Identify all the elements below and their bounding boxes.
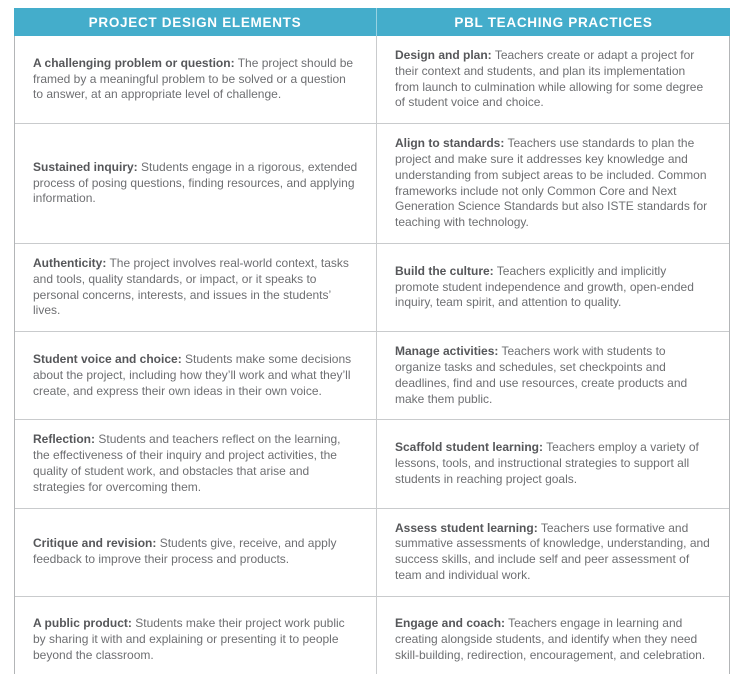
- cell-text: [33, 256, 358, 319]
- term: A public product:: [33, 616, 132, 631]
- term: Manage activities:: [395, 344, 499, 359]
- cell-text: [395, 344, 711, 407]
- term: Engage and coach:: [395, 616, 506, 631]
- table-body: [14, 36, 730, 674]
- term: Align to standards:: [395, 136, 505, 151]
- design-element-cell: [15, 420, 377, 507]
- term: Scaffold student learning:: [395, 440, 544, 455]
- cell-text: [33, 352, 358, 399]
- cell-text: [33, 616, 358, 663]
- table-row: [15, 419, 729, 507]
- table-row: [15, 331, 729, 419]
- header-project-design-elements: [14, 8, 376, 36]
- term: Design and plan:: [395, 48, 492, 62]
- description: Teachers explicitly and implicitly promote student independence and growth, open-ended inquiry, team spirit, and attention to quality.: [395, 263, 694, 310]
- term: A challenging problem or question:: [33, 55, 235, 70]
- description: Teachers create or adapt a project for their context and students, and plan its implementation from launch to culmination while allowing for some degree of student voice and choice.: [395, 48, 704, 110]
- table-row: [15, 596, 729, 674]
- term: Authenticity:: [33, 255, 107, 270]
- term: Assess student learning:: [395, 520, 538, 535]
- teaching-practice-cell: [377, 509, 729, 596]
- comparison-table: [14, 8, 730, 674]
- teaching-practice-cell: [377, 597, 729, 674]
- description: Teachers work with students to organize tasks and schedules, set checkpoints and deadlines, find and use resources, create products and make them public.: [395, 344, 688, 406]
- teaching-practice-cell: [377, 36, 729, 123]
- teaching-practice-cell: [377, 420, 729, 507]
- description: Teachers employ a variety of lessons, tools, and instructional strategies to support all students in reaching project goals.: [395, 440, 699, 486]
- cell-text: [395, 48, 711, 111]
- teaching-practice-cell: [377, 244, 729, 331]
- cell-text: [395, 264, 711, 311]
- cell-text: [33, 56, 358, 103]
- design-element-cell: [15, 509, 377, 596]
- cell-text: [33, 536, 358, 568]
- table-header: [14, 8, 730, 36]
- description: Teachers engage in learning and creating alongside students, and identify when they need skill-building, redirection, encouragement, and celebration.: [395, 616, 706, 662]
- table-row: [15, 123, 729, 243]
- header-pbl-teaching-practices: [376, 8, 730, 36]
- design-element-cell: [15, 597, 377, 674]
- cell-text: [395, 440, 711, 487]
- design-element-cell: [15, 36, 377, 123]
- description: Teachers use standards to plan the project and make sure it addresses key knowledge and understanding from subject areas to be included. Common frameworks include not only Common Core and Next Generation Science Standards but also ISTE standards for teaching with technology.: [395, 136, 708, 230]
- description: Students make their project work public by sharing it with and explaining or presenting it to people beyond the classroom.: [33, 616, 345, 662]
- cell-text: [395, 136, 711, 231]
- cell-text: [395, 616, 711, 663]
- description: Students and teachers reflect on the learning, the effectiveness of their inquiry and project activities, the quality of student work, and obstacles that arise and strategies for overcoming them.: [33, 432, 341, 494]
- design-element-cell: [15, 244, 377, 331]
- description: Students give, receive, and apply feedback to improve their process and products.: [33, 536, 337, 567]
- teaching-practice-cell: [377, 124, 729, 243]
- table-row: [15, 508, 729, 596]
- table-row: [15, 36, 729, 123]
- term: Reflection:: [33, 432, 96, 447]
- cell-text: [395, 521, 711, 584]
- description: Students engage in a rigorous, extended process of posing questions, finding resources, and applying information.: [33, 159, 358, 206]
- cell-text: [33, 160, 358, 207]
- header-label: PBL TEACHING PRACTICES: [454, 14, 653, 30]
- cell-text: [33, 432, 358, 495]
- term: Critique and revision:: [33, 536, 157, 551]
- design-element-cell: [15, 332, 377, 419]
- term: Student voice and choice:: [33, 352, 182, 367]
- header-label: PROJECT DESIGN ELEMENTS: [88, 14, 302, 30]
- term: Build the culture:: [395, 263, 494, 278]
- table-row: [15, 243, 729, 331]
- design-element-cell: [15, 124, 377, 243]
- term: Sustained inquiry:: [33, 159, 138, 174]
- description: The project should be framed by a meaningful problem to be solved or a question to answer, at an appropriate level of challenge.: [33, 55, 354, 102]
- teaching-practice-cell: [377, 332, 729, 419]
- description: Students make some decisions about the project, including how they’ll work and what they’ll create, and express their own ideas in their own voice.: [33, 352, 352, 398]
- description: The project involves real-world context, tasks and tools, quality standards, or impact, or it speaks to personal concerns, interests, and issues in the students’ lives.: [33, 255, 349, 318]
- description: Teachers use formative and summative assessments of knowledge, understanding, and success skills, and include self and peer assessment of team and individual work.: [395, 520, 710, 582]
